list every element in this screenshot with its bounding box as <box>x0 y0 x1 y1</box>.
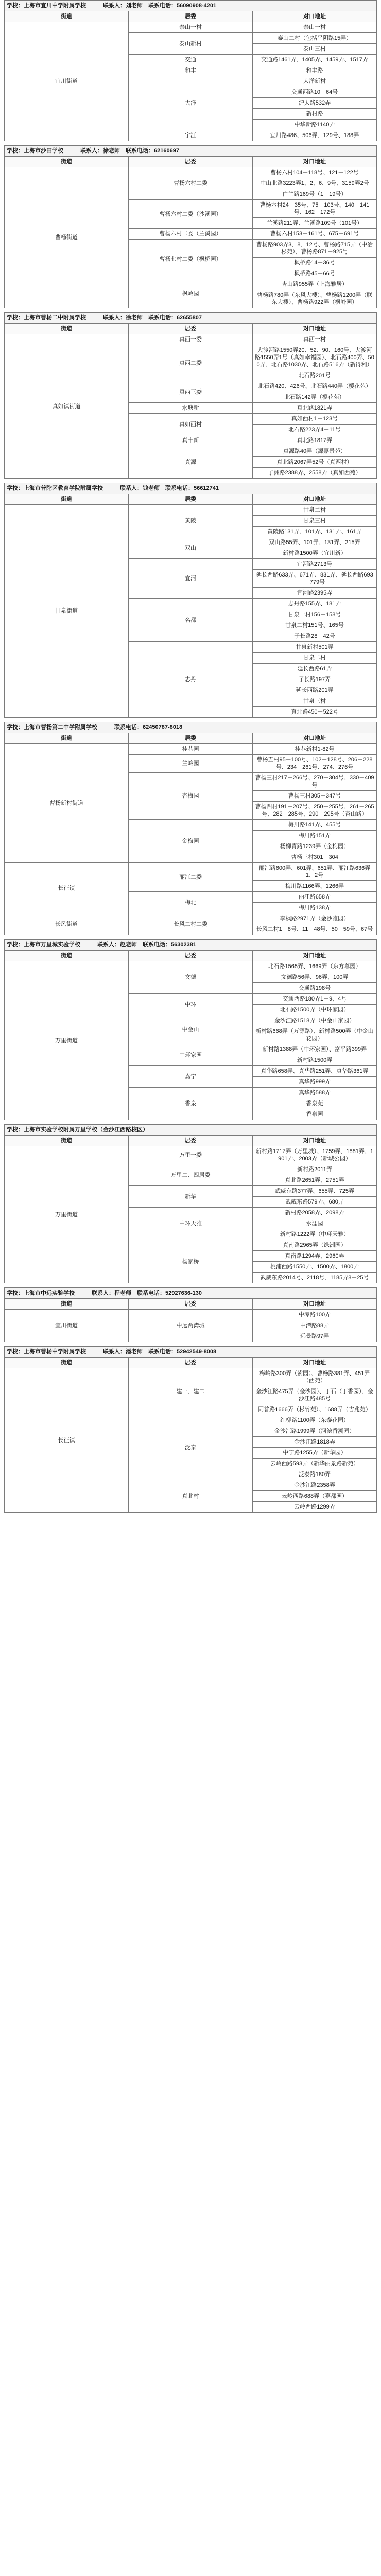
address-cell: 子长路197弄 <box>253 674 377 685</box>
address-cell: 甘泉新村501弄 <box>253 642 377 653</box>
address-cell: 李枫路2971弄（金沙雅园） <box>253 913 377 924</box>
juwei-cell: 枫岭园 <box>129 279 253 308</box>
address-cell: 真南路1294弄、2960弄 <box>253 1251 377 1262</box>
column-header: 对口地址 <box>253 11 377 22</box>
address-cell: 交通西路180弄1－9、4号 <box>253 994 377 1005</box>
juwei-cell: 杏梅园 <box>129 773 253 820</box>
address-cell: 梅岭路300弄（紫园）、曹杨路381弄、451弄（西苑） <box>253 1368 377 1386</box>
juwei-cell: 曹杨六村二委 <box>129 167 253 200</box>
street-cell: 曹杨新村街道 <box>5 744 129 863</box>
address-cell: 真北路450－522号 <box>253 707 377 718</box>
column-header: 街道 <box>5 951 129 961</box>
address-cell: 中山北路3223弄1、2、6、9号、3159弄2号 <box>253 178 377 189</box>
address-cell: 沪太路532弄 <box>253 98 377 109</box>
juwei-cell: 新华 <box>129 1186 253 1208</box>
table-row <box>5 505 377 516</box>
address-cell: 香泉苑 <box>253 1098 377 1109</box>
address-cell: 曹杨四村191－207号、250－255号、261－265号、282－285号、290－295号（杏山路） <box>253 802 377 820</box>
address-cell: 水涯园 <box>253 1218 377 1229</box>
address-cell: 真西一村 <box>253 334 377 345</box>
school-table <box>4 722 377 935</box>
juwei-cell: 真西一委 <box>129 334 253 345</box>
address-cell: 中潭路88弄 <box>253 1320 377 1331</box>
school-table <box>4 1346 377 1513</box>
address-cell: 长风二村1－8号、11－48号、50－59号、67号 <box>253 924 377 935</box>
address-cell: 梅川路1166弄、1266弄 <box>253 881 377 892</box>
juwei-cell: 真如西村 <box>129 414 253 435</box>
juwei-cell: 梅北 <box>129 892 253 913</box>
column-header: 居委 <box>129 951 253 961</box>
table-gap <box>4 935 377 939</box>
address-cell: 甘泉三村 <box>253 696 377 707</box>
table-row <box>5 334 377 345</box>
juwei-cell: 建一、建二 <box>129 1368 253 1415</box>
column-header: 对口地址 <box>253 1299 377 1310</box>
school-table <box>4 483 377 718</box>
table-row <box>5 913 377 924</box>
juwei-cell: 金梅园 <box>129 820 253 863</box>
column-header: 对口地址 <box>253 1136 377 1146</box>
school-header: 学校：上海市实验学校附属万里学校（金沙江西路校区） <box>5 1125 377 1136</box>
address-cell: 曹杨五村95－100号、102－128号、206－228号、234－261号、274、276号 <box>253 755 377 773</box>
address-cell: 泛泰路180弄 <box>253 1469 377 1480</box>
address-cell: 子长路28－42号 <box>253 631 377 642</box>
juwei-cell: 泰山新村 <box>129 33 253 55</box>
address-cell: 金沙江路1999弄（河滨香溯园） <box>253 1426 377 1437</box>
school-table <box>4 145 377 308</box>
column-header: 对口地址 <box>253 494 377 505</box>
juwei-cell: 宜河 <box>129 559 253 599</box>
address-cell: 枫桥路14－36号 <box>253 258 377 268</box>
column-header: 街道 <box>5 494 129 505</box>
address-cell: 宜河路2395弄 <box>253 588 377 599</box>
juwei-cell: 曹杨六村二委（兰溪园） <box>129 229 253 240</box>
juwei-cell: 交通 <box>129 55 253 65</box>
address-cell: 新村路1500弄 <box>253 1055 377 1066</box>
address-cell: 梅川路138弄 <box>253 903 377 913</box>
address-cell: 交通路1461弄、1405弄、1459弄、1517弄 <box>253 55 377 65</box>
juwei-cell: 宇江 <box>129 130 253 141</box>
address-cell: 新村路2058弄、2098弄 <box>253 1208 377 1218</box>
address-cell: 中华新路1140弄 <box>253 120 377 130</box>
table-row <box>5 961 377 972</box>
juwei-cell: 长风二村二委 <box>129 913 253 935</box>
address-cell: 北石路142弄（樱花苑） <box>253 392 377 403</box>
address-cell: 曹杨路903弄3、8、12号、曹杨路715弄（中冶杉苑）、曹杨路871－925号 <box>253 240 377 258</box>
address-cell: 桃浦西路1550弄、1500弄、1800弄 <box>253 1262 377 1273</box>
address-cell: 子洲路2388弄、2558弄（真如西苑） <box>253 468 377 479</box>
column-header: 对口地址 <box>253 733 377 744</box>
address-cell: 云岭西路688弄（嘉都园） <box>253 1491 377 1502</box>
address-cell: 新村路1500弄（宜川新） <box>253 548 377 559</box>
address-cell: 真如西村1－123号 <box>253 414 377 425</box>
address-cell: 真源路40弄（源嘉景苑） <box>253 446 377 457</box>
column-header: 居委 <box>129 1299 253 1310</box>
address-cell: 延长西路633弄、671弄、831弄、延长西路693－779号 <box>253 570 377 588</box>
address-cell: 曹杨六村104－118号、121－122号 <box>253 167 377 178</box>
address-cell: 真华路658弄、真华路251弄、真华路361弄 <box>253 1066 377 1077</box>
address-cell: 甘泉二村151号、165号 <box>253 620 377 631</box>
document <box>4 0 377 1517</box>
juwei-cell: 真十新 <box>129 435 253 446</box>
address-cell: 白兰路169号（1－19号） <box>253 189 377 200</box>
address-cell: 志丹路155弄、181弄 <box>253 599 377 609</box>
column-header: 街道 <box>5 1299 129 1310</box>
street-cell: 真如镇街道 <box>5 334 129 479</box>
address-cell: 北石路201号 <box>253 370 377 381</box>
address-cell: 真南路2965弄（绿洲园） <box>253 1240 377 1251</box>
juwei-cell: 泛泰 <box>129 1415 253 1480</box>
address-cell: 红柳路1100弄（东泰花园） <box>253 1415 377 1426</box>
address-cell: 交通西路10－64号 <box>253 87 377 98</box>
table-gap <box>4 1283 377 1287</box>
address-cell: 曹杨三村301－304 <box>253 852 377 863</box>
address-cell: 新村路1388弄（中环家园）、富平路399弄 <box>253 1044 377 1055</box>
address-cell: 梅川路151弄 <box>253 831 377 841</box>
address-cell: 同普路1666弄（杉竹苑）、1688弄（吉兆苑） <box>253 1404 377 1415</box>
table-gap <box>4 141 377 145</box>
school-header: 学校：上海市万里城实验学校 联系人：赵老师 联系电话：56302381 <box>5 940 377 951</box>
address-cell: 甘泉三村 <box>253 516 377 527</box>
school-table <box>4 312 377 479</box>
column-header: 对口地址 <box>253 157 377 167</box>
street-cell: 宜川街道 <box>5 22 129 141</box>
juwei-cell: 万里一委 <box>129 1146 253 1164</box>
table-row <box>5 1146 377 1164</box>
address-cell: 杨柳青路1239弄（金梅园） <box>253 841 377 852</box>
column-header: 对口地址 <box>253 1358 377 1368</box>
table-gap <box>4 1342 377 1346</box>
address-cell: 曹杨六村153－161号、675－691号 <box>253 229 377 240</box>
juwei-cell: 嘉宁 <box>129 1066 253 1088</box>
street-cell: 长风街道 <box>5 913 129 935</box>
column-header: 对口地址 <box>253 324 377 334</box>
table-row <box>5 744 377 755</box>
address-cell: 中潭路100弄 <box>253 1310 377 1320</box>
address-cell: 梅川路141弄、455号 <box>253 820 377 831</box>
table-row <box>5 1368 377 1386</box>
column-header: 街道 <box>5 1358 129 1368</box>
address-cell: 金沙江路1518弄（中金山家园） <box>253 1015 377 1026</box>
column-header: 居委 <box>129 494 253 505</box>
address-cell: 云岭西路1299弄 <box>253 1502 377 1513</box>
table-gap <box>4 479 377 483</box>
address-cell: 新村路668弄（万源路）、新村路500弄（中金山花园） <box>253 1026 377 1044</box>
address-cell: 延长西路201弄 <box>253 685 377 696</box>
table-row <box>5 22 377 33</box>
address-cell: 金沙江路475弄（金沙园）、丁石（丁香园）、金沙江路485号 <box>253 1386 377 1404</box>
address-cell: 黄陵路131弄、101弄、131弄、161弄 <box>253 527 377 537</box>
school-header: 学校：上海市曹杨第二中学附属学校 联系电话：62450787-8018 <box>5 722 377 733</box>
juwei-cell: 桂巷园 <box>129 744 253 755</box>
address-cell: 中宁路1255弄（新华园） <box>253 1448 377 1459</box>
column-header: 居委 <box>129 1358 253 1368</box>
street-cell: 宜川街道 <box>5 1310 129 1342</box>
street-cell: 万里街道 <box>5 961 129 1120</box>
address-cell: 金沙江路2358弄 <box>253 1480 377 1491</box>
address-cell: 泰山一村 <box>253 22 377 33</box>
school-table <box>4 939 377 1120</box>
juwei-cell: 黄陵 <box>129 505 253 537</box>
address-cell: 新村路1717弄（万里城）、1759弄、1881弄、1901弄、2003弄（新城公园） <box>253 1146 377 1164</box>
table-row <box>5 863 377 881</box>
address-cell: 金沙江路1818弄 <box>253 1437 377 1448</box>
address-cell: 延长西路61弄 <box>253 664 377 674</box>
column-header: 居委 <box>129 733 253 744</box>
address-cell: 丽江路658弄 <box>253 892 377 903</box>
address-cell: 云岭西路593弄（新华丽景路新苑） <box>253 1459 377 1469</box>
juwei-cell: 名都 <box>129 599 253 642</box>
column-header: 街道 <box>5 324 129 334</box>
address-cell: 兰溪路211弄、兰溪路109号（101号） <box>253 218 377 229</box>
school-table <box>4 1287 377 1342</box>
address-cell: 宜河路2713号 <box>253 559 377 570</box>
juwei-cell: 文德 <box>129 961 253 994</box>
address-cell: 新村路 <box>253 109 377 120</box>
table-gap <box>4 1513 377 1517</box>
column-header: 对口地址 <box>253 951 377 961</box>
street-cell: 甘泉街道 <box>5 505 129 718</box>
column-header: 街道 <box>5 733 129 744</box>
juwei-cell: 曹杨七村二委（枫桥园） <box>129 240 253 279</box>
address-cell: 北石路420、426号、北石路440弄（樱花苑） <box>253 381 377 392</box>
juwei-cell: 真西二委 <box>129 345 253 381</box>
address-cell: 泰山三村 <box>253 44 377 55</box>
address-cell: 武威东路579弄、680弄 <box>253 1197 377 1208</box>
address-cell: 泰山二村（包括平阴路15弄） <box>253 33 377 44</box>
address-cell: 北石路223弄4－11号 <box>253 425 377 435</box>
street-cell: 曹杨街道 <box>5 167 129 308</box>
address-cell: 甘泉二村 <box>253 505 377 516</box>
juwei-cell: 泰山一村 <box>129 22 253 33</box>
address-cell: 甘泉一村156－158号 <box>253 609 377 620</box>
street-cell: 长征镇 <box>5 863 129 913</box>
juwei-cell: 真西三委 <box>129 381 253 403</box>
address-cell: 大洋新村 <box>253 76 377 87</box>
column-header: 居委 <box>129 11 253 22</box>
juwei-cell: 中环天雅 <box>129 1208 253 1240</box>
juwei-cell: 丽江二委 <box>129 863 253 892</box>
address-cell: 新村路2011弄 <box>253 1164 377 1175</box>
juwei-cell: 真北村 <box>129 1480 253 1513</box>
school-header: 学校：上海市普陀区教育学院附属学校 联系人：钱老师 联系电话：56612741 <box>5 483 377 494</box>
address-cell: 远景路97弄 <box>253 1331 377 1342</box>
juwei-cell: 和丰 <box>129 65 253 76</box>
juwei-cell: 中环 <box>129 994 253 1015</box>
table-gap <box>4 308 377 312</box>
address-cell: 丽江路600弄、601弄、651弄、丽江路636弄1、2号 <box>253 863 377 881</box>
juwei-cell: 中远两湾城 <box>129 1310 253 1342</box>
table-gap <box>4 1120 377 1124</box>
school-table <box>4 0 377 141</box>
address-cell: 大渡河路1550弄20、52、90、160号、大渡河路1550弄1号（真如幸福园）、北石路400弄、500弄、北石路1030弄、北石路516弄（新得利） <box>253 345 377 370</box>
column-header: 街道 <box>5 11 129 22</box>
address-cell: 杏山路955弄（上海雅居） <box>253 279 377 290</box>
address-cell: 曹杨三村217－266号、270－304号、330－409号 <box>253 773 377 791</box>
address-cell: 甘泉二村 <box>253 653 377 664</box>
address-cell: 真北路1821弄 <box>253 403 377 414</box>
address-cell: 交通路198号 <box>253 983 377 994</box>
address-cell: 香泉园 <box>253 1109 377 1120</box>
school-header: 学校：上海市中远实验学校 联系人：程老师 联系电话：52927636-130 <box>5 1288 377 1299</box>
address-cell: 真北路2067弄52号（真西村） <box>253 457 377 468</box>
address-cell: 新村路1222弄（中环天雅） <box>253 1229 377 1240</box>
address-cell: 武威东路2014号、2118号、1185弄8－25号 <box>253 1273 377 1283</box>
address-cell: 双山路55弄、101弄、131弄、215弄 <box>253 537 377 548</box>
address-cell: 文德路56弄、96弄、100弄 <box>253 972 377 983</box>
address-cell: 北石路1500弄（中环家园） <box>253 1005 377 1015</box>
school-header: 学校：上海市宜川中学附属学校 联系人：刘老师 联系电话：56090908-4201 <box>5 1 377 11</box>
juwei-cell: 香泉 <box>129 1088 253 1120</box>
address-cell: 曹杨六村24－35号、75－103号、140－141号、162－172号 <box>253 200 377 218</box>
juwei-cell: 双山 <box>129 537 253 559</box>
school-table <box>4 1124 377 1283</box>
street-cell: 万里街道 <box>5 1146 129 1283</box>
address-cell: 曹杨三村305－347号 <box>253 791 377 802</box>
column-header: 街道 <box>5 1136 129 1146</box>
address-cell: 真北路2651弄、2751弄 <box>253 1175 377 1186</box>
juwei-cell: 中环家园 <box>129 1044 253 1066</box>
school-header: 学校：上海市曹杨二中附属学校 联系人：徐老师 联系电话：62655807 <box>5 313 377 324</box>
address-cell: 真北路1817弄 <box>253 435 377 446</box>
school-header: 学校：上海市曹杨中学附属学校 联系人：潘老师 联系电话：52942549-8008 <box>5 1347 377 1358</box>
address-cell: 北石路1565弄、1669弄（东方尊园） <box>253 961 377 972</box>
address-cell: 真华路999弄 <box>253 1077 377 1088</box>
column-header: 居委 <box>129 1136 253 1146</box>
column-header: 街道 <box>5 157 129 167</box>
table-row <box>5 1310 377 1320</box>
column-header: 居委 <box>129 324 253 334</box>
juwei-cell: 志丹 <box>129 642 253 718</box>
address-cell: 曹杨路780弄（东风大楼）、曹杨路1200弄（联东大楼）、曹杨路922弄（枫岭园） <box>253 290 377 308</box>
table-row <box>5 167 377 178</box>
address-cell: 宜川路486、506弄、129号、188弄 <box>253 130 377 141</box>
juwei-cell: 中金山 <box>129 1015 253 1044</box>
juwei-cell: 兰岭园 <box>129 755 253 773</box>
street-cell: 长征镇 <box>5 1368 129 1513</box>
juwei-cell: 真源 <box>129 446 253 479</box>
juwei-cell: 水塘新 <box>129 403 253 414</box>
address-cell: 真华路588弄 <box>253 1088 377 1098</box>
juwei-cell: 曹杨六村二委（沙溪园） <box>129 200 253 229</box>
address-cell: 桂巷新村1-82号 <box>253 744 377 755</box>
address-cell: 和丰路 <box>253 65 377 76</box>
school-header: 学校：上海市沙田学校 联系人：徐老师 联系电话：62160697 <box>5 146 377 157</box>
juwei-cell: 大洋 <box>129 76 253 130</box>
column-header: 居委 <box>129 157 253 167</box>
address-cell: 武威东路377弄、655弄、725弄 <box>253 1186 377 1197</box>
juwei-cell: 杨家桥 <box>129 1240 253 1283</box>
table-gap <box>4 718 377 722</box>
juwei-cell: 万里二、四居委 <box>129 1164 253 1186</box>
address-cell: 枫桥路45－66号 <box>253 268 377 279</box>
